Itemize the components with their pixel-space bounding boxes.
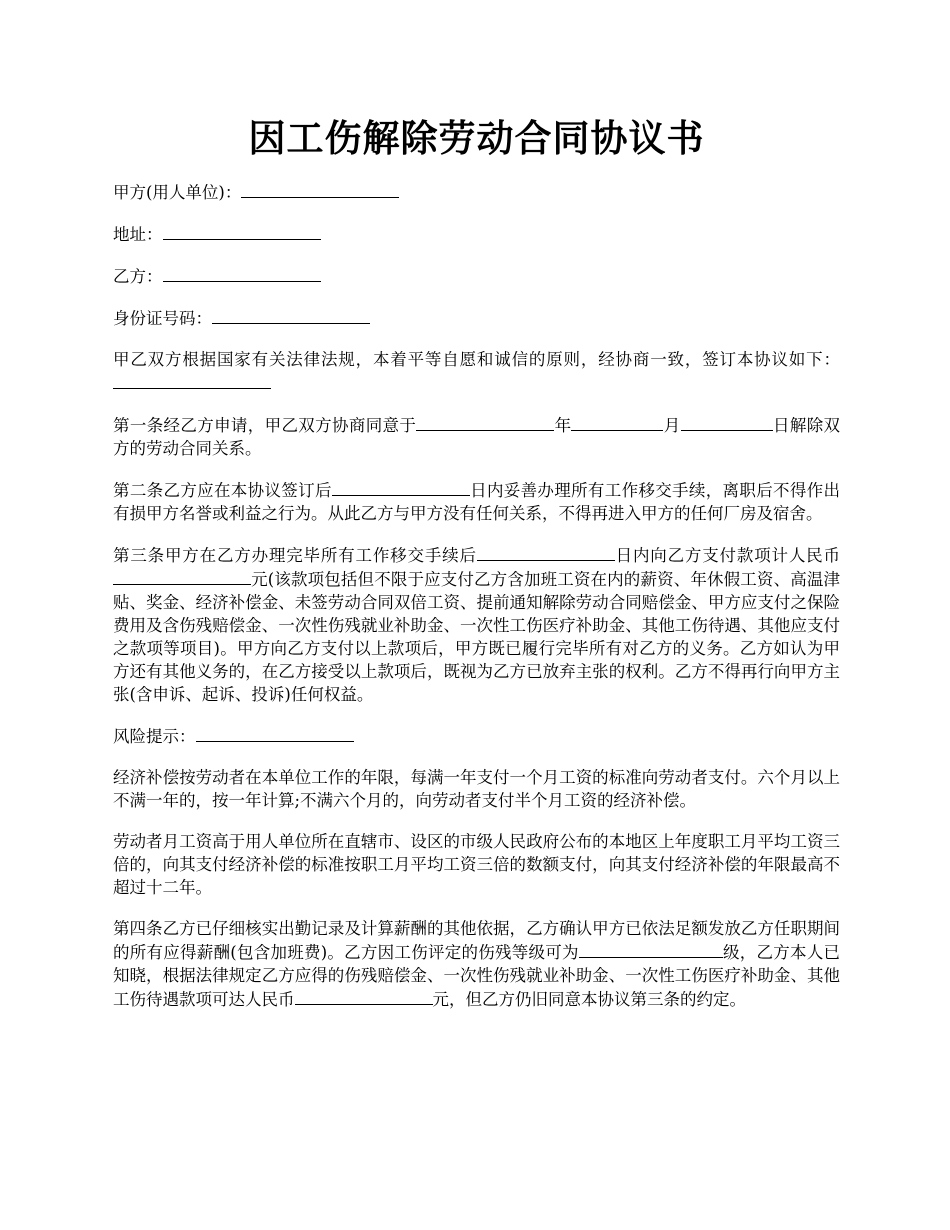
intro-blank[interactable]: [113, 371, 271, 389]
month-label: 月: [663, 416, 681, 435]
year-label: 年: [554, 416, 572, 435]
risk-paragraph-1: 经济补偿按劳动者在本单位工作的年限，每满一年支付一个月工资的标准向劳动者支付。六个月以上不满一年的，按一年计算;不满六个月的，向劳动者支付半个月工资的经济补偿。: [113, 768, 840, 810]
risk-paragraph-2: 劳动者月工资高于用人单位所在直辖市、设区的市级人民政府公布的本地区上年度职工月平均工资三倍的，向其支付经济补偿的标准按职工月平均工资三倍的数额支付，向其支付经济补偿的年限最高不超过十二年。: [113, 832, 840, 897]
article-3-text: 第三条甲方在乙方办理完毕所有工作移交手续后: [113, 546, 477, 565]
compensation-amount-blank[interactable]: [295, 987, 433, 1005]
party-b-field: [113, 264, 840, 288]
id-number-blank[interactable]: [212, 306, 370, 324]
handover-days-blank[interactable]: [332, 478, 470, 496]
address-field: [113, 222, 840, 246]
disability-grade-blank-cont[interactable]: [689, 940, 723, 958]
day-blank[interactable]: [681, 413, 773, 431]
article-4: [113, 917, 840, 1011]
document-title: 因工伤解除劳动合同协议书: [248, 116, 705, 160]
article-3: [113, 543, 840, 706]
article-4-text-end: 元，但乙方仍旧同意本协议第三条的约定。: [432, 990, 746, 1009]
party-a-field: [113, 180, 840, 204]
address-label: 地址：: [113, 225, 163, 244]
article-2-text-end: 日内妥善办理所有工作移交手续，离职后不得作出有损甲方名誉或利益之行为。从此乙方与甲方没有任何关系，不得再进入甲方的任何厂房及宿舍。: [113, 481, 841, 523]
document-page: [113, 110, 840, 1029]
article-1: [113, 413, 840, 460]
article-1-text-end: 解除双方的劳动合同关系。: [113, 416, 841, 458]
day-label: 日: [772, 416, 790, 435]
id-number-field: [113, 306, 840, 330]
address-blank[interactable]: [163, 222, 321, 240]
party-b-label: 乙方：: [113, 267, 163, 286]
risk-field: [113, 724, 840, 748]
article-4-text: 第四条乙方已仔细核实出勤记录及计算薪酬的其他依据，乙方确认甲方已依法足额发放乙方任职期间的所有应得薪酬(包含加班费)。乙方因工伤评定的伤残等级可为: [113, 919, 840, 962]
article-2: [113, 478, 840, 525]
article-3-text-end: 元(该款项包括但不限于应支付乙方含加班工资在内的薪资、年休假工资、高温津贴、奖金、经济补偿金、未签劳动合同双倍工资、提前通知解除劳动合同赔偿金、甲方应支付之保险费用及含伤残赔偿金、一次性伤残就业补助金、一次性工伤医疗补助金、其他工伤待遇、其他应支付之款项等项目)。甲方向乙方支付以上款项后，甲方既已履行完毕所有对乙方的义务。乙方如认为甲方还有其他义务的，在乙方接受以上款项后，既视为乙方已放弃主张的权利。乙方不得再行向甲方主张(含申诉、起诉、投诉)任何权益。: [113, 570, 840, 704]
year-blank[interactable]: [416, 413, 554, 431]
id-number-label: 身份证号码：: [113, 309, 212, 328]
risk-label: 风险提示：: [113, 727, 196, 746]
party-b-blank[interactable]: [163, 264, 321, 282]
article-1-text: 第一条经乙方申请，甲乙双方协商同意于: [113, 416, 417, 435]
article-3-text-mid: 日内向乙方支付款项计人民币: [614, 546, 841, 565]
payment-days-blank[interactable]: [477, 543, 615, 561]
article-4-text-mid: 级，乙方本人已知晓，根据法律规定乙方应得的伤残赔偿金、一次性伤残就业补助金、一次性工伤医疗补助金、其他工伤待遇款项可达人民币: [113, 943, 841, 1009]
article-2-text: 第二条乙方应在本协议签订后: [113, 481, 332, 500]
month-blank[interactable]: [571, 413, 663, 431]
intro-paragraph: [113, 348, 840, 395]
risk-blank[interactable]: [196, 724, 354, 742]
party-a-blank[interactable]: [241, 180, 399, 198]
intro-text: 甲乙双方根据国家有关法律法规，本着平等自愿和诚信的原则，经协商一致，签订本协议如下：: [113, 350, 840, 369]
party-a-label: 甲方(用人单位)：: [113, 183, 242, 202]
disability-grade-blank[interactable]: [579, 940, 689, 958]
payment-amount-blank[interactable]: [113, 567, 251, 585]
